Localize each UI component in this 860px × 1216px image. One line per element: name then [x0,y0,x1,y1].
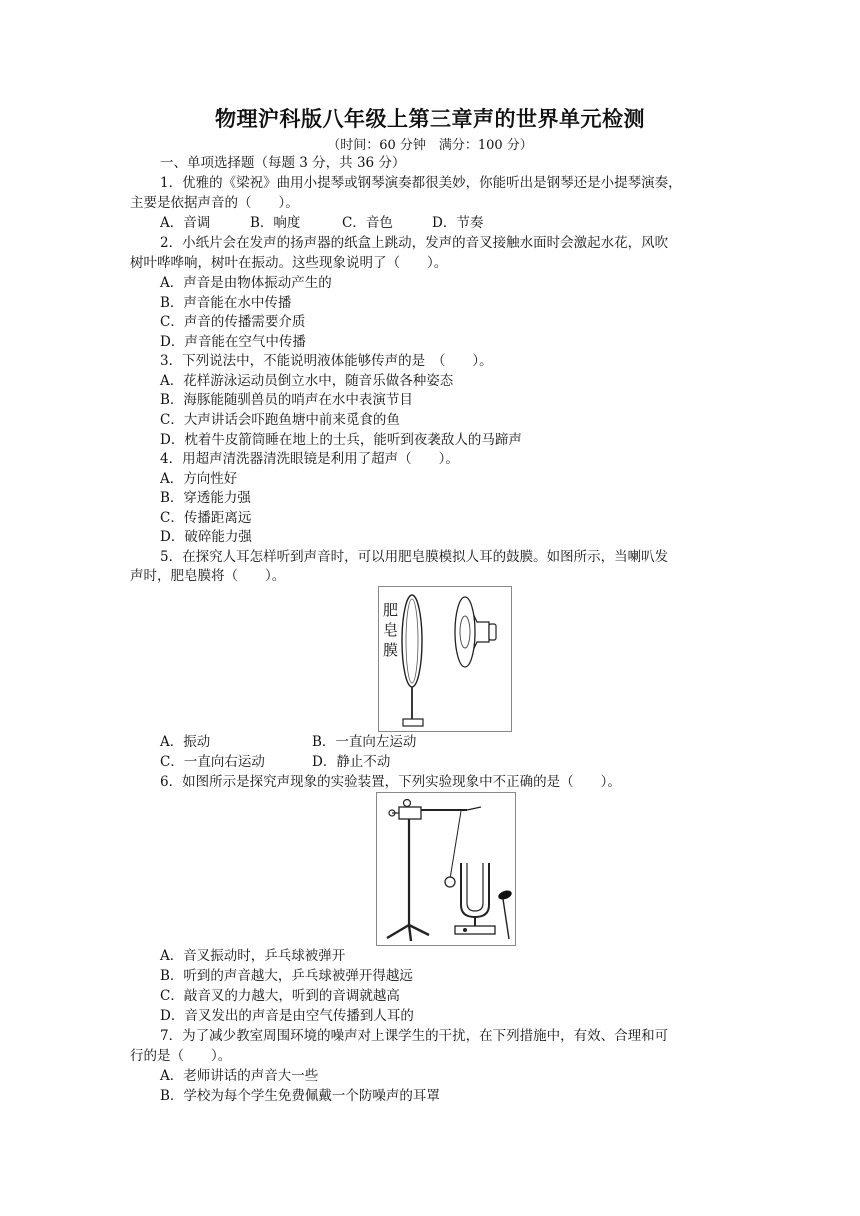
question-1-option-a: A．音调 [160,215,211,231]
soap-film-figure [378,586,512,732]
question-2-option-d: D．声音能在空气中传播 [160,334,306,350]
tuning-fork-figure [376,792,516,946]
question-1-line-2: 主要是依据声音的（ ）。 [130,195,299,211]
question-2-line-1: 2．小纸片会在发声的扬声器的纸盒上跳动，发声的音叉接触水面时会激起水花，风吹 [160,235,669,251]
soap-film-diagram [379,587,511,731]
question-3-option-b: B．海豚能随驯兽员的哨声在水中表演节目 [160,392,413,408]
clamp-knob [404,800,411,807]
question-2-option-c: C．声音的传播需要介质 [160,314,306,330]
question-6-option-b: B．听到的声音越大，乒乓球被弹开得越远 [160,968,413,984]
figure-label-char-1: 肥 [383,601,399,619]
tuning-fork-box [455,926,495,934]
stand-base [387,925,429,941]
soap-film-ring [402,595,422,687]
mallet-head [497,889,513,901]
question-5-line-2: 声时，肥皂膜将（ ）。 [130,568,286,584]
question-3-option-a: A．花样游泳运动员倒立水中，随音乐做各种姿态 [160,373,454,389]
question-3-option-d: D．枕着牛皮箭筒睡在地上的士兵，能听到夜袭敌人的马蹄声 [160,432,522,448]
question-5-line-1: 5．在探究人耳怎样听到声音时，可以用肥皂膜模拟人耳的鼓膜。如图所示，当喇叭发 [160,549,669,565]
tuning-fork [461,863,489,917]
mallet-handle [503,899,509,939]
tuning-fork-diagram [377,793,515,945]
question-6-line-1: 6．如图所示是探究声现象的实验装置，下列实验现象中不正确的是（ ）。 [160,774,621,790]
question-3-option-c: C．大声讲话会吓跑鱼塘中前来觅食的鱼 [160,412,400,428]
question-4-option-d: D．破碎能力强 [160,529,252,545]
question-4-option-a: A．方向性好 [160,471,238,487]
exam-title: 物理沪科版八年级上第三章声的世界单元检测 [215,106,645,131]
exam-subtitle: （时间：60 分钟 满分：100 分） [327,138,533,153]
question-2-line-2: 树叶哗哗响，树叶在振动。这些现象说明了（ ）。 [130,255,448,271]
question-5-option-b: B．一直向左运动 [312,734,417,750]
question-6-option-a: A．音叉振动时，乒乓球被弹开 [160,948,346,964]
question-5-option-d: D．静止不动 [312,754,391,770]
question-7-option-b: B．学校为每个学生免费佩戴一个防噪声的耳罩 [160,1088,440,1104]
speaker-mouth [455,597,475,667]
question-4-option-c: C．传播距离远 [160,510,252,526]
speaker-back [489,624,496,640]
question-5-option-c: C．一直向右运动 [160,754,265,770]
question-3-line-1: 3．下列说法中，不能说明液体能够传声的是 （ ）。 [160,353,493,369]
question-1-line-1: 1．优雅的《梁祝》曲用小提琴或钢琴演奏都很美妙，你能听出是钢琴还是小提琴演奏， [160,175,682,191]
question-1-option-b: B．响度 [250,215,301,231]
question-1-option-c: C．音色 [342,215,393,231]
soap-film-inner [406,599,418,683]
question-2-option-b: B．声音能在水中传播 [160,295,292,311]
ping-pong-ball [445,877,455,887]
question-2-option-a: A．声音是由物体振动产生的 [160,275,332,291]
clamp-box [399,807,421,819]
question-4-option-b: B．穿透能力强 [160,490,251,506]
question-7-line-1: 7．为了减少教室周围环境的噪声对上课学生的干扰，在下列措施中，有效、合理和可 [160,1028,669,1044]
question-5-option-a: A．振动 [160,734,211,750]
figure-label-char-3: 膜 [383,641,399,659]
question-7-line-2: 行的是（ ）。 [130,1048,232,1064]
section-heading: 一、单项选择题（每题 3 分，共 36 分） [160,155,406,171]
ring-stand-base [403,719,423,726]
question-4-line-1: 4．用超声清洗器清洗眼镜是利用了超声（ ）。 [160,451,459,467]
figure-label-char-2: 皂 [383,621,399,639]
question-6-option-c: C．敲音叉的力越大，听到的音调就越高 [160,988,400,1004]
question-1-option-d: D．节奏 [432,215,484,231]
pendulum-string [450,811,461,879]
question-7-option-a: A．老师讲话的声音大一些 [160,1068,319,1084]
question-6-option-d: D．音叉发出的声音是由空气传播到人耳的 [160,1008,414,1024]
